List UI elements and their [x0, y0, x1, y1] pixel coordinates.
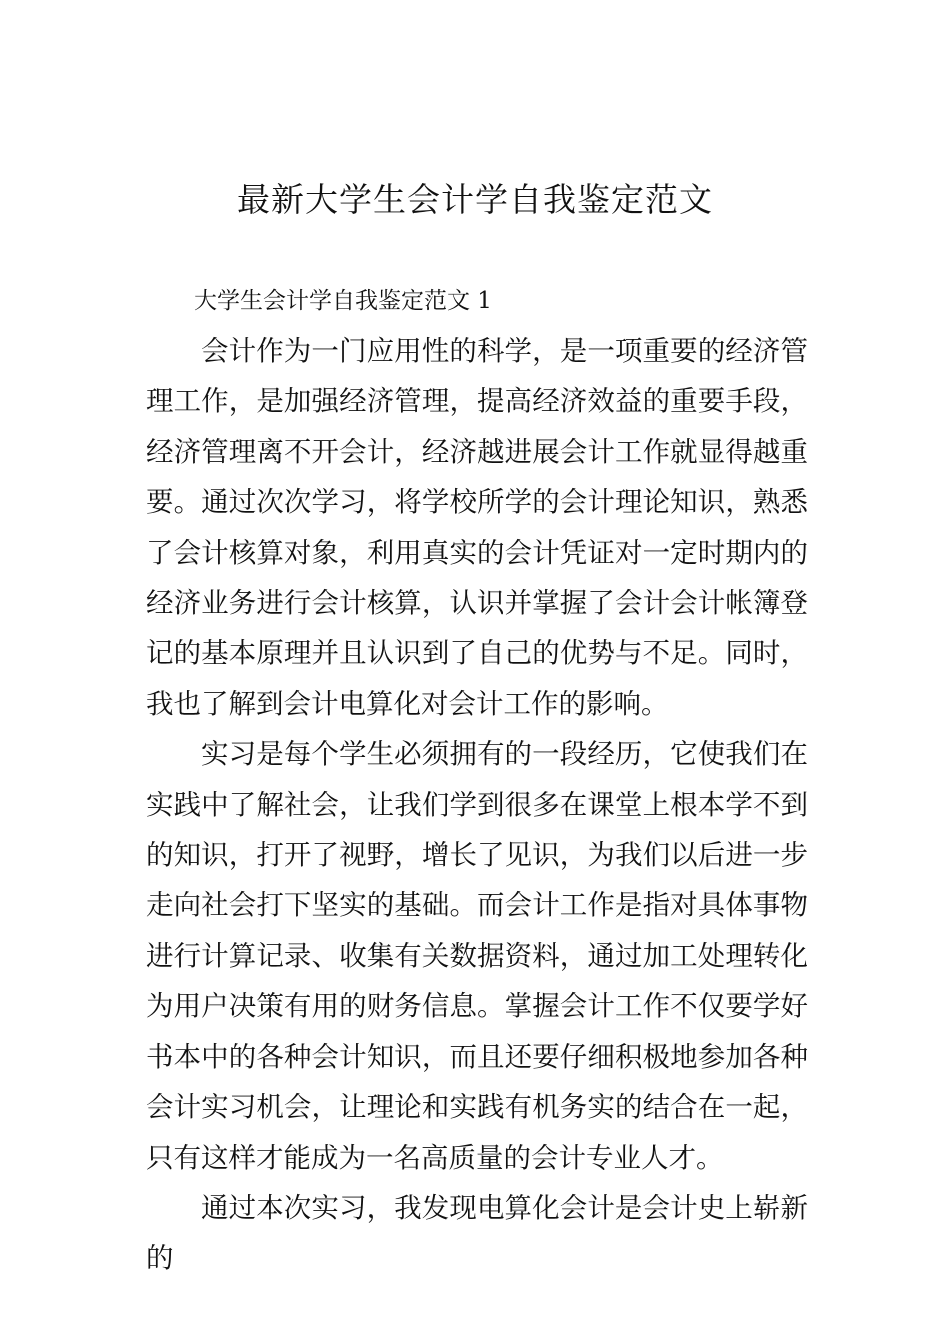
- body-paragraph: 实习是每个学生必须拥有的一段经历，它使我们在实践中了解社会，让我们学到很多在课堂上根本学不到的知识，打开了视野，增长了见识，为我们以后进一步走向社会打下坚实的基础。而会计工作是指对具体事物进行计算记录、收集有关数据资料，通过加工处理转化为用户决策有用的财务信息。掌握会计工作不仅要学好书本中的各种会计知识，而且还要仔细积极地参加各种会计实习机会，让理论和实践有机务实的结合在一起，只有这样才能成为一名高质量的会计专业人才。: [146, 738, 808, 1174]
- section-subheading: 大学生会计学自我鉴定范文 1: [194, 288, 492, 314]
- document-body: [146, 326, 808, 1284]
- body-paragraph: 通过本次实习，我发现电算化会计是会计史上崭新的: [146, 1191, 808, 1275]
- body-paragraph: 会计作为一门应用性的科学，是一项重要的经济管理工作，是加强经济管理，提高经济效益的重要手段，经济管理离不开会计，经济越进展会计工作就显得越重要。通过次次学习，将学校所学的会计理论知识，熟悉了会计核算对象，利用真实的会计凭证对一定时期内的经济业务进行会计核算，认识并掌握了会计会计帐簿登记的基本原理并且认识到了自己的优势与不足。同时，我也了解到会计电算化对会计工作的影响。: [146, 335, 808, 720]
- document-title: 最新大学生会计学自我鉴定范文: [237, 180, 713, 219]
